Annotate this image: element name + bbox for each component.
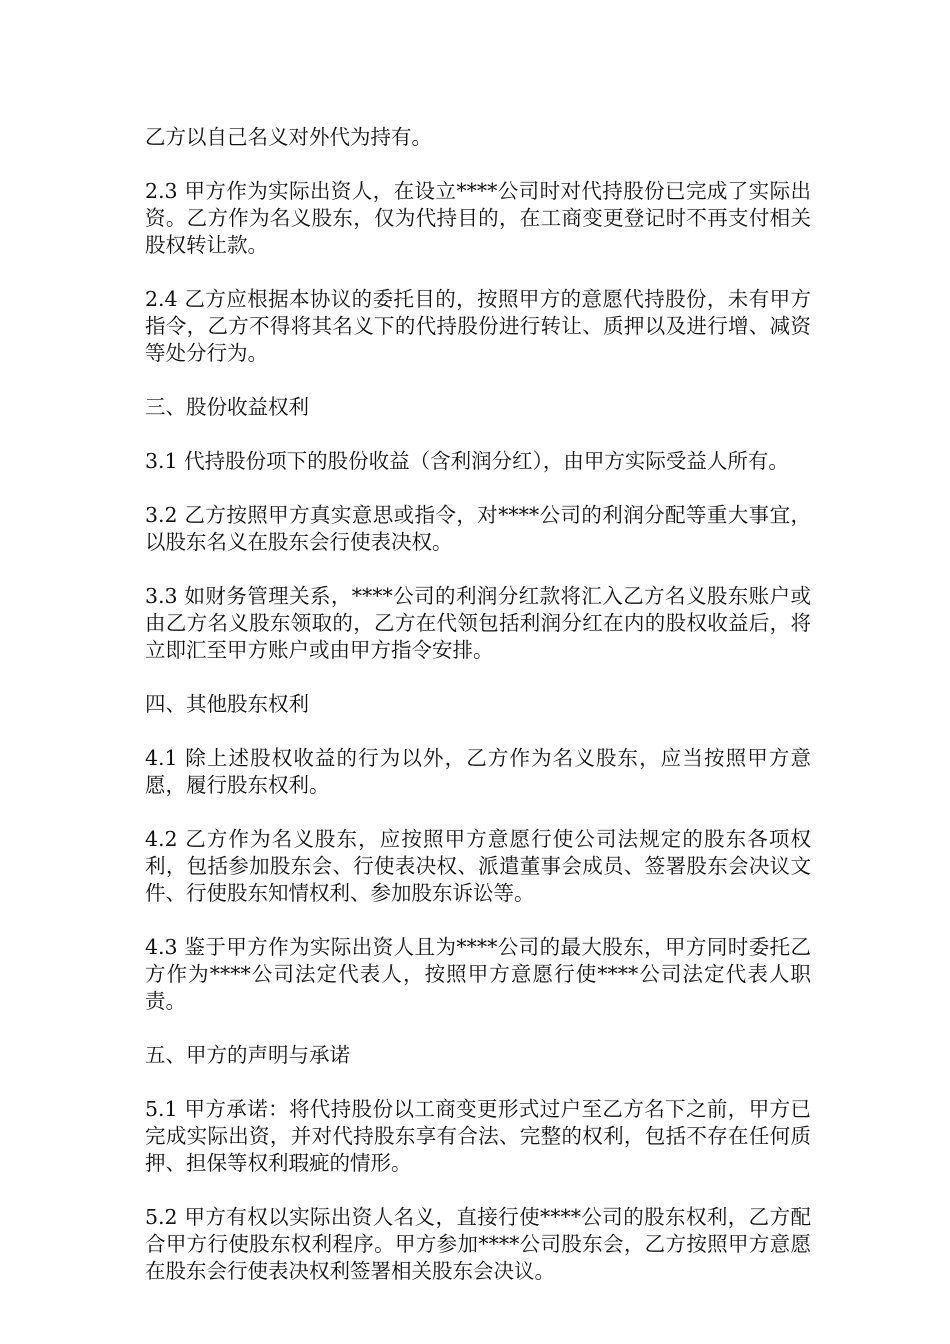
clause-2-4: 2.4 乙方应根据本协议的委托目的，按照甲方的意愿代持股份，未有甲方指令，乙方不得将其名义下的代持股份进行转让、质押以及进行增、减资等处分行为。	[145, 287, 811, 365]
clause-4-1: 4.1 除上述股权收益的行为以外，乙方作为名义股东，应当按照甲方意愿，履行股东权利。	[145, 746, 811, 797]
clause-4-3: 4.3 鉴于甲方作为实际出资人且为****公司的最大股东，甲方同时委托乙方作为****公司法定代表人，按照甲方意愿行使****公司法定代表人职责。	[145, 935, 811, 1013]
clause-3-2: 3.2 乙方按照甲方真实意思或指令，对****公司的利润分配等重大事宜，以股东名义在股东会行使表决权。	[145, 503, 811, 554]
section-heading-4: 四、其他股东权利	[145, 692, 309, 716]
clause-3-1: 3.1 代持股份项下的股份收益（含利润分红），由甲方实际受益人所有。	[145, 449, 789, 473]
clause-4-2: 4.2 乙方作为名义股东，应按照甲方意愿行使公司法规定的股东各项权利，包括参加股东会、行使表决权、派遣董事会成员、签署股东会决议文件、行使股东知情权利、参加股东诉讼等。	[145, 827, 811, 905]
clause-5-1: 5.1 甲方承诺：将代持股份以工商变更形式过户至乙方名下之前，甲方已完成实际出资，并对代持股东享有合法、完整的权利，包括不存在任何质押、担保等权利瑕疵的情形。	[145, 1097, 811, 1175]
paragraph-holding-continuation: 乙方以自己名义对外代为持有。	[145, 125, 432, 149]
clause-2-3: 2.3 甲方作为实际出资人，在设立****公司时对代持股份已完成了实际出资。乙方作为名义股东，仅为代持目的，在工商变更登记时不再支付相关股权转让款。	[145, 179, 811, 257]
clause-5-2: 5.2 甲方有权以实际出资人名义，直接行使****公司的股东权利，乙方配合甲方行使股东权利程序。甲方参加****公司股东会，乙方按照甲方意愿在股东会行使表决权利签署相关股东会决议。	[145, 1205, 811, 1283]
document-body	[145, 124, 811, 1312]
section-heading-3: 三、股份收益权利	[145, 395, 309, 419]
section-heading-5: 五、甲方的声明与承诺	[145, 1043, 350, 1067]
clause-3-3: 3.3 如财务管理关系，****公司的利润分红款将汇入乙方名义股东账户或由乙方名义股东领取的，乙方在代领包括利润分红在内的股权收益后，将立即汇至甲方账户或由甲方指令安排。	[145, 584, 811, 662]
